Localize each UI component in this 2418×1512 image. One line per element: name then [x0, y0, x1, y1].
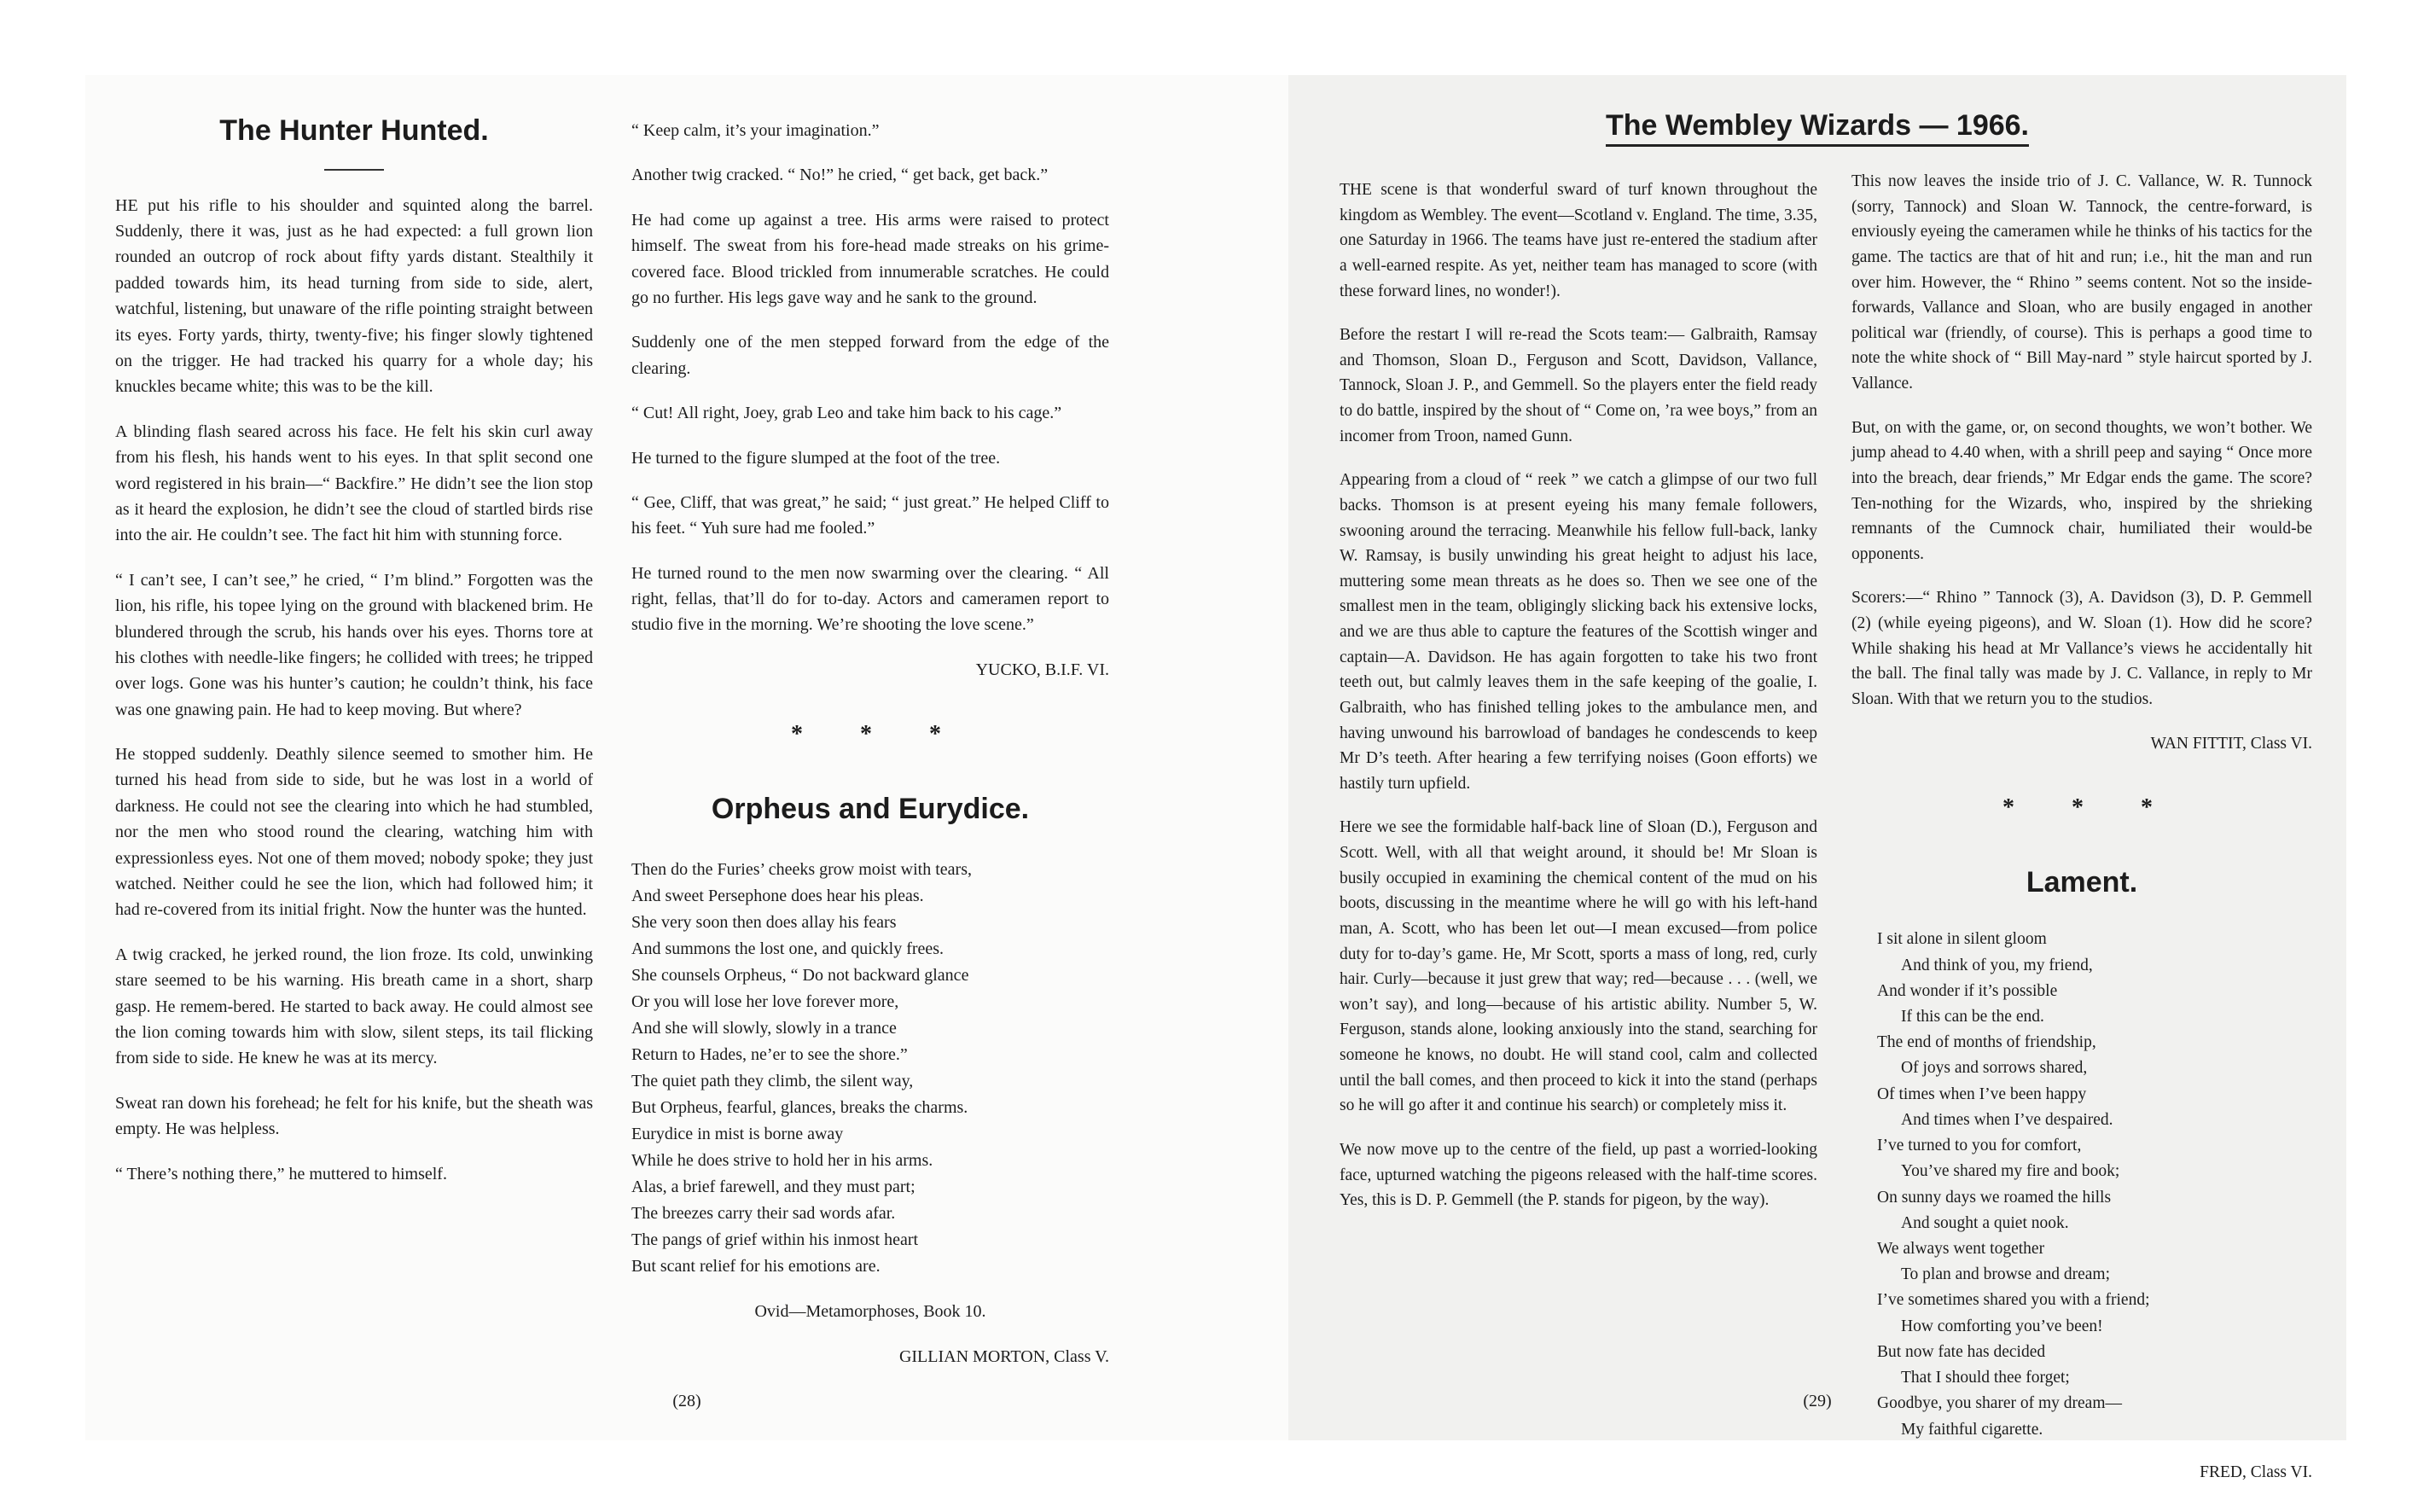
poem-line: Alas, a brief farewell, and they must part;: [631, 1178, 915, 1197]
poem-line: While he does strive to hold her in his arms.: [631, 1151, 933, 1171]
poem-line: I sit alone in silent gloom: [1877, 930, 2047, 949]
poem-line: That I should thee forget;: [1901, 1369, 2070, 1387]
wembley-paragraph: But, on with the game, or, on second thoughts, we won’t bother. We jump ahead to 4.40 when, with a shrill peep and saying “ Once more into the breach, dear friends,” Mr Edgar ends the game. The score? Ten-nothing for the Wizards, who, inspired by the shrieking remnants of the Cumnock chair, humiliated their would-be opponents.: [1851, 418, 2312, 563]
orpheus-title: Orpheus and Eurydice.: [711, 792, 1030, 825]
hunter-paragraph: “ There’s nothing there,” he muttered to himself.: [115, 1164, 447, 1183]
lament-signature: FRED, Class VI.: [2200, 1463, 2312, 1481]
lament-poem: [1851, 927, 2312, 1442]
poem-line: The end of months of friendship,: [1877, 1033, 2096, 1052]
poem-line: My faithful cigarette.: [1901, 1420, 2043, 1439]
poem-line: How comforting you’ve been!: [1901, 1317, 2103, 1335]
left-page: [85, 75, 1288, 1440]
poem-line: I’ve turned to you for comfort,: [1877, 1137, 2082, 1155]
hunter-paragraph: “ Keep calm, it’s your imagination.”: [631, 121, 880, 140]
poem-line: I’ve sometimes shared you with a friend;: [1877, 1291, 2150, 1310]
left-column-1: [115, 109, 593, 1206]
hunter-paragraph: Another twig cracked. “ No!” he cried, “ get back, get back.”: [631, 166, 1049, 185]
wembley-title: The Wembley Wizards — 1966.: [1606, 109, 2029, 147]
orpheus-signature: GILLIAN MORTON, Class V.: [898, 1346, 1109, 1366]
poem-line: On sunny days we roamed the hills: [1877, 1188, 2112, 1207]
poem-line: To plan and browse and dream;: [1901, 1265, 2111, 1284]
poem-line: She very soon then does allay his fears: [631, 913, 897, 933]
poem-line: Eurydice in mist is borne away: [631, 1125, 844, 1144]
poem-line: The breezes carry their sad words afar.: [631, 1204, 896, 1224]
hunter-paragraph: He turned round to the men now swarming over the clearing. “ All right, fellas, that’ll do for to-day. Actors and cameramen report to studio five in the morning. We’re shooting the love scene.”: [631, 563, 1109, 635]
poem-line: And sweet Persephone does hear his pleas.: [631, 887, 924, 906]
right-column-2: [1851, 169, 2312, 1485]
title-rule: [324, 169, 384, 171]
poem-line: Return to Hades, ne’er to see the shore.”: [631, 1045, 908, 1065]
hunter-paragraph: “ I can’t see, I can’t see,” he cried, “ I’m blind.” Forgotten was the lion, his rifle, his topee lying on the ground with blackened brim. He blundered through the scrub, his hands over his eyes. Thorns tore at his clothes with needle-like fingers; he collided with trees; he tripped over logs. Gone was his hunter’s caution; he couldn’t think, his face was one gnawing pain. He had to keep moving. But where?: [115, 570, 593, 719]
wembley-paragraph: We now move up to the centre of the field, up past a worried-looking face, upturned watching the pigeons released with the half-time scores. Yes, this is D. P. Gemmell (the P. stands for pigeon, by the way).: [1340, 1140, 1817, 1210]
wembley-paragraph: This now leaves the inside trio of J. C. Vallance, W. R. Tunnock (sorry, Tannock) and Sloan W. Tannock, the centre-forward, is enviously eyeing the cameramen while he thinks of his tactics for the game. The tactics are that of hit and run; i.e., hit the man and run over him. However, the “ Rhino ” seems content. Not so the inside-forwards, Vallance and Sloan, who are busily engaged in another political war (friendly, of course). This is perhaps a good time to note the white shock of “ Bill May-nard ” style haircut sported by J. Vallance.: [1851, 172, 2312, 393]
wembley-paragraph: Before the restart I will re-read the Scots team:— Galbraith, Ramsay and Thomson, Sloan D., Ferguson and Scott, Davidson, Vallance, Tannock, Sloan J. P., and Gemmell. So the players enter the field ready to do battle, inspired by the shout of “ Come on, ’ra wee boys,” from an incomer from Troon, named Gunn.: [1340, 326, 1817, 445]
poem-line: If this can be the end.: [1901, 1008, 2044, 1026]
poem-line: And summons the lost one, and quickly frees.: [631, 939, 945, 959]
hunter-paragraph: Sweat ran down his forehead; he felt for his knife, but the sheath was empty. He was helpless.: [115, 1093, 593, 1139]
poem-line: Then do the Furies’ cheeks grow moist with tears,: [631, 860, 972, 880]
poem-line: And sought a quiet nook.: [1901, 1213, 2069, 1232]
poem-line: We always went together: [1877, 1239, 2045, 1258]
wembley-signature: WAN FITTIT, Class VI.: [2150, 734, 2312, 753]
left-column-2: [631, 118, 1109, 1370]
poem-line: She counsels Orpheus, “ Do not backward glance: [631, 966, 969, 986]
hunter-paragraph: He stopped suddenly. Deathly silence seemed to smother him. He turned his head from side to side, but he was lost in a world of darkness. He could not see the clearing into which he had stumbled, nor the men who stood round the clearing, watching him with expressionless eyes. Not one of them moved; nobody spoke; they just watched. Neither could he see the lion, which had followed him; it had re-covered from its initial fright. Now the hunter was the hunted.: [115, 745, 593, 920]
poem-line: The quiet path they climb, the silent way,: [631, 1072, 914, 1091]
poem-line: But Orpheus, fearful, glances, breaks the charms.: [631, 1098, 968, 1118]
hunter-paragraph: A twig cracked, he jerked round, the lion froze. Its cold, unwinking stare seemed to be his warning. His breath came in a short, sharp gasp. He remem-bered. He started to back away. He could almost see the lion coming towards him with slow, silent steps, its tail flicking from side to side. He knew he was at its mercy.: [115, 945, 593, 1068]
poem-line: Goodbye, you sharer of my dream—: [1877, 1394, 2123, 1413]
section-separator: * * *: [791, 721, 967, 748]
wembley-paragraph: Here we see the formidable half-back line of Sloan (D.), Ferguson and Scott. Well, with all that weight around, it should be! Mr Sloan is busily occupied in examining the chemical content of the mud on his boots, discussing in the meantime where he will go with his left-hand man, A. Scott, who has been let out—I mean excused—from police duty for to-day’s game. He, Mr Scott, sports a mass of long, red, curly hair. Curly—because it just grew that way; red—because . . . (well, we won’t say), and long—because of his artistic ability. Number 5, W. Ferguson, stands alone, looking anxiously into the stand, searching for someone he knows, no doubt. He will stand cool, calm and collected until the ball comes, and then proceed to kick it into the stand (perhaps so he will go after it and continue his search) or completely miss it.: [1340, 818, 1817, 1115]
section-separator: * * *: [2002, 794, 2178, 822]
wembley-paragraph: Scorers:—“ Rhino ” Tannock (3), A. Davidson (3), D. P. Gemmell (2) (while eyeing pigeons), and W. Sloan (1). How did he score? While shaking his head at Mr Vallance’s views he accidentally hit the ball. The final tally was made by J. C. Vallance, in reply to Mr Sloan. With that we return you to the studios.: [1851, 589, 2312, 708]
hunter-paragraph: “ Cut! All right, Joey, grab Leo and take him back to his cage.”: [631, 404, 1062, 423]
poem-line: Or you will lose her love forever more,: [631, 992, 899, 1012]
hunter-paragraph: “ Gee, Cliff, that was great,” he said; “ just great.” He helped Cliff to his feet. “ Yuh sure had me fooled.”: [631, 492, 1109, 538]
poem-line: And she will slowly, slowly in a trance: [631, 1019, 897, 1038]
wembley-paragraph: Appearing from a cloud of “ reek ” we catch a glimpse of our two full backs. Thomson is at present eyeing his many female followers, swooning around the terracing. Meanwhile his fellow full-back, lanky W. Ramsay, is busily unwinding his great height to adjust his lace, muttering some mean threats as he does so. Then we see one of the smallest men in the team, obligingly slicking back his extensive locks, and we are thus able to capture the features of the Scottish winger and captain—A. Davidson. He has again forgotten to take his two front teeth out, but calmly leaves them in the safe keeping of the goalie, I. Galbraith, who has finished telling jokes to the ambulance men, and having unwound his barrowload of bandages he condescends to keep Mr D’s teeth. After hearing a few terrifying noises (Goon efforts) we hastily turn upfield.: [1340, 471, 1817, 793]
right-column-1: [1340, 177, 1817, 1232]
orpheus-poem: [631, 857, 1109, 1280]
poem-line: And wonder if it’s possible: [1877, 981, 2058, 1000]
hunter-paragraph: He had come up against a tree. His arms were raised to protect himself. The sweat from his fore-head made streaks on his grime-covered face. Blood trickled from innumerable scratches. He could go no further. His legs gave way and he sank to the ground.: [631, 210, 1109, 307]
poem-line: The pangs of grief within his inmost heart: [631, 1230, 919, 1250]
hunter-title: The Hunter Hunted.: [219, 114, 489, 147]
poem-line: Of times when I’ve been happy: [1877, 1085, 2087, 1103]
right-page: [1288, 75, 2346, 1481]
hunter-paragraph: He turned to the figure slumped at the foot of the tree.: [631, 448, 1001, 468]
orpheus-source: Ovid—Metamorphoses, Book 10.: [754, 1302, 986, 1322]
poem-line: And times when I’ve despaired.: [1901, 1110, 2113, 1129]
hunter-signature: YUCKO, B.I.F. VI.: [975, 660, 1109, 679]
wembley-paragraph: THE scene is that wonderful sward of turf known throughout the kingdom as Wembley. The event—Scotland v. England. The time, 3.35, one Saturday in 1966. The teams have just re-entered the stadium after a well-earned respite. As yet, neither team has managed to score (with these forward lines, no wonder!).: [1340, 181, 1817, 300]
lament-title: Lament.: [2026, 865, 2138, 898]
page-number: (28): [672, 1392, 701, 1410]
hunter-paragraph: Suddenly one of the men stepped forward from the edge of the clearing.: [631, 333, 1109, 378]
page-number: (29): [1803, 1392, 1832, 1410]
hunter-paragraph: A blinding flash seared across his face. He felt his skin curl away from his flesh, his hands went to his eyes. In that split second one word registered in his brain—“ Backfire.” He didn’t see the lion stop as it heard the explosion, he didn’t see the cloud of startled birds rise into the air. He couldn’t see. The fact hit him with stunning force.: [115, 422, 593, 545]
hunter-paragraph: HE put his rifle to his shoulder and squinted along the barrel. Suddenly, there it was, just as he had expected: a full grown lion rounded an outcrop of rock about fifty yards distant. Stealthily it padded towards him, its head turning from side to side, alert, watchful, listening, but unaware of the rifle pointing straight between its eyes. Forty yards, thirty, twenty-five; his finger slowly tightened on the trigger. He had tracked his quarry for a whole day; his knuckles became white; this was to be the kill.: [115, 195, 593, 397]
poem-line: You’ve shared my fire and book;: [1901, 1162, 2120, 1181]
poem-line: But scant relief for his emotions are.: [631, 1257, 881, 1276]
poem-line: But now fate has decided: [1877, 1342, 2046, 1361]
poem-line: And think of you, my friend,: [1901, 956, 2093, 974]
poem-line: Of joys and sorrows shared,: [1901, 1059, 2088, 1078]
